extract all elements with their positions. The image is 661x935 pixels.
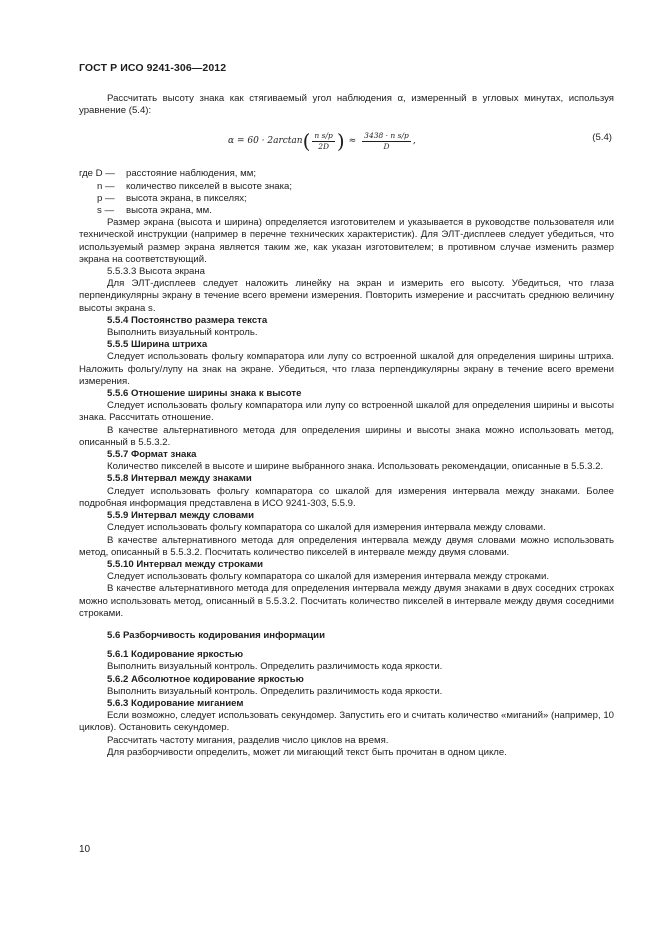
section-5-5-3-3-text: Для ЭЛТ-дисплеев следует наложить линейку на экран и измерить его высоту. Убедиться, что глаза перпендикулярны экрану в течение всего времени измерения. Повторить измерение и рассчитать среднюю величину высоты экрана s. bbox=[79, 278, 614, 314]
definition-item bbox=[79, 181, 614, 193]
section-5-5-8-heading: 5.5.8 Интервал между знаками bbox=[107, 473, 252, 485]
equation-fraction-2 bbox=[362, 131, 411, 152]
equation-lhs: α = 60 · 2arctan bbox=[228, 136, 303, 147]
definition-item bbox=[79, 205, 614, 217]
section-5-5-10-heading: 5.5.10 Интервал между строками bbox=[107, 558, 263, 570]
page-number: 10 bbox=[79, 844, 91, 855]
definition-text: количество пикселей в высоте знака; bbox=[126, 180, 293, 192]
definition-text: расстояние наблюдения, мм; bbox=[126, 168, 256, 180]
section-5-5-4-text: Выполнить визуальный контроль. bbox=[107, 327, 258, 339]
section-5-5-10-text: Следует использовать фольгу компаратора со шкалой для измерения интервала между строками. bbox=[107, 571, 550, 583]
section-5-5-4-heading: 5.5.4 Постоянство размера текста bbox=[107, 314, 268, 326]
definition-text: высота экрана, мм. bbox=[126, 205, 212, 217]
section-5-6-3-text-3: Для разборчивости определить, может ли мигающий текст быть прочитан в одном цикле. bbox=[107, 746, 507, 758]
section-5-6-3-heading: 5.6.3 Кодирование миганием bbox=[107, 697, 244, 709]
section-5-6-3-text: Если возможно, следует использовать секундомер. Запустить его и считать количество «миганий» (например, 10 циклов). Остановить секундомер. bbox=[79, 710, 614, 734]
section-5-5-9-text: Следует использовать фольгу компаратора со шкалой для измерения интервала между словами. bbox=[107, 522, 546, 534]
equation-5-4 bbox=[79, 120, 614, 162]
fraction-2-numerator: 3438 · n s/p bbox=[364, 130, 409, 140]
section-5-6-3-text-2: Рассчитать частоту мигания, разделив число циклов на время. bbox=[107, 734, 389, 746]
section-5-5-6-text-alt: В качестве альтернативного метода для определения ширины и высоты знака можно использовать метод, описанный в 5.5.3.2. bbox=[79, 424, 614, 448]
definition-label: s — bbox=[97, 205, 115, 217]
definition-text: высота экрана, в пикселях; bbox=[126, 192, 247, 204]
fraction-1-numerator: n s/p bbox=[314, 130, 333, 140]
section-5-5-7-heading: 5.5.7 Формат знака bbox=[107, 449, 197, 461]
section-5-5-9-heading: 5.5.9 Интервал между словами bbox=[107, 510, 255, 522]
equation-tail: , bbox=[412, 136, 416, 147]
section-5-5-9-text-alt: В качестве альтернативного метода для определения интервала между двумя словами можно использовать метод, описанный в 5.5.3.2. Посчитать количество пикселей в интервале между двумя словами. bbox=[79, 534, 614, 558]
section-5-5-5-text: Следует использовать фольгу компаратора или лупу со встроенной шкалой для определения ширины штриха. Наложить фольгу/лупу на знак на экране. Убедиться, что глаза перпендикулярны экрану в течение всего времени измерения. bbox=[79, 351, 614, 387]
fraction-2-denominator: D bbox=[383, 141, 390, 151]
section-5-5-6-text: Следует использовать фольгу компаратора или лупу со встроенной шкалой для определения ширины и высоты знака. Рассчитать отношение. bbox=[79, 400, 614, 424]
intro-paragraph: Рассчитать высоту знака как стягиваемый угол наблюдения α, измеренный в угловых минутах, используя уравнение (5.4): bbox=[79, 93, 614, 117]
section-5-6-heading: 5.6 Разборчивость кодирования информации bbox=[107, 629, 325, 641]
definition-label: n — bbox=[97, 180, 115, 192]
equation-fraction-1 bbox=[312, 131, 334, 152]
definition-label: p — bbox=[97, 192, 115, 204]
section-5-5-6-heading: 5.5.6 Отношение ширины знака к высоте bbox=[107, 388, 302, 400]
section-5-6-2-heading: 5.6.2 Абсолютное кодирование яркостью bbox=[107, 673, 304, 685]
definition-item bbox=[79, 193, 614, 205]
equation-number: (5.4) bbox=[592, 132, 612, 144]
document-header: ГОСТ Р ИСО 9241-306—2012 bbox=[79, 62, 227, 74]
section-5-5-3-3-heading: 5.5.3.3 Высота экрана bbox=[107, 266, 206, 278]
document-body bbox=[79, 93, 614, 759]
section-5-6-2-text: Выполнить визуальный контроль. Определить различимость кода яркости. bbox=[107, 685, 443, 697]
definition-label: где D — bbox=[79, 168, 115, 180]
section-5-5-8-text: Следует использовать фольгу компаратора со шкалой для измерения интервала между знаками. Более подробная информация представлена в ИСО 9241-303, 5.5.9. bbox=[79, 485, 614, 509]
section-5-5-5-heading: 5.5.5 Ширина штриха bbox=[107, 339, 208, 351]
fraction-1-denominator: 2D bbox=[318, 141, 329, 151]
equation-formula: α = 60 · 2arctan ( $\frac{\text{n s/p}}{2D}$ ) ≈ $\frac{\text{3438 · n s/p}}{D}$ , bbox=[228, 129, 416, 154]
section-5-6-1-text: Выполнить визуальный контроль. Определить различимость кода яркости. bbox=[107, 661, 443, 673]
section-5-5-7-text: Количество пикселей в высоте и ширине выбранного знака. Использовать рекомендации, описанные в 5.5.3.2. bbox=[107, 461, 604, 473]
definition-item bbox=[79, 168, 614, 180]
section-5-5-10-text-alt: В качестве альтернативного метода для определения интервала между двумя знаками в двух соседних строках можно использовать метод, описанный в 5.5.3.2. Посчитать количество пикселей в интервале между двумя соседними строками. bbox=[79, 583, 614, 619]
definitions-list bbox=[79, 168, 614, 217]
section-5-6-1-heading: 5.6.1 Кодирование яркостью bbox=[107, 649, 244, 661]
screen-size-paragraph: Размер экрана (высота и ширина) определяется изготовителем и указывается в руководстве пользователя или технической инструкции (например в перечне технических характеристик). Для ЭЛТ-дисплеев следует убедиться, что используемый размер экрана является таким же, как указан изготовителем; в противном случае изменить размер экрана на соответствующий. bbox=[79, 217, 614, 265]
equation-approx: ≈ bbox=[348, 136, 357, 147]
